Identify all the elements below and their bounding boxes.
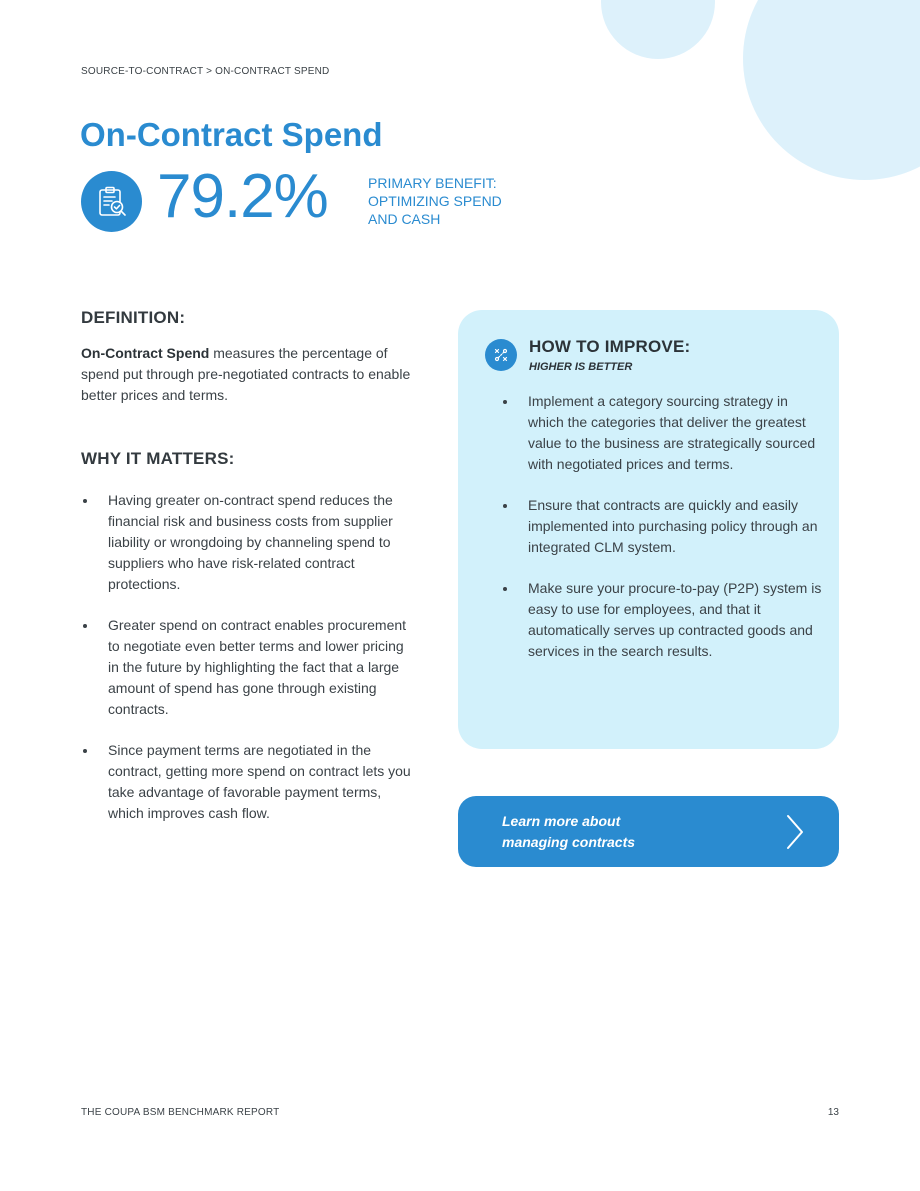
contract-review-icon [81,171,142,232]
improve-icon [485,339,517,371]
decorative-circle-small [601,0,715,59]
page-number: 13 [827,1107,839,1118]
breadcrumb: SOURCE-TO-CONTRACT > ON-CONTRACT SPEND [81,66,330,77]
footer-report-name: THE COUPA BSM BENCHMARK REPORT [81,1107,280,1118]
list-item: Since payment terms are negotiated in the contract, getting more spend on contract lets you take advantage of favorable payment terms, which improves cash flow. [81,740,411,824]
list-item: Having greater on-contract spend reduces the financial risk and business costs from supplier liability or wrongdoing by channeling spend to suppliers who have risk-related contract protections. [81,490,411,595]
why-it-matters-list [81,490,411,844]
how-to-improve-subheading: HIGHER IS BETTER [529,361,633,373]
definition-body: measures the percentage of spend put through pre-negotiated contracts to enable better prices and terms. [81,345,411,403]
page-title: On-Contract Spend [80,116,383,153]
how-to-improve-heading: HOW TO IMPROVE: [529,337,691,356]
list-item: Ensure that contracts are quickly and easily implemented into purchasing policy through an integrated CLM system. [501,495,826,558]
cta-line: managing contracts [502,834,636,850]
list-item: Make sure your procure-to-pay (P2P) system is easy to use for employees, and that it automatically serves up contracted goods and services in the search results. [501,578,826,662]
definition-text [81,343,411,406]
learn-more-label [502,811,752,853]
learn-more-button[interactable] [458,796,839,867]
metric-value: 79.2% [157,162,328,231]
benefit-line: PRIMARY BENEFIT: [368,175,497,191]
primary-benefit [368,174,518,228]
how-to-improve-list [501,391,826,682]
decorative-circle-large [743,0,920,180]
why-it-matters-heading: WHY IT MATTERS: [81,449,235,468]
benefit-line: OPTIMIZING SPEND [368,193,502,209]
list-item: Implement a category sourcing strategy in which the categories that deliver the greatest value to the business are strategically sourced with negotiated prices and terms. [501,391,826,475]
benefit-line: AND CASH [368,211,441,227]
cta-line: Learn more about [502,813,621,829]
chevron-right-icon [785,814,805,850]
list-item: Greater spend on contract enables procurement to negotiate even better terms and lower pricing in the future by highlighting the fact that a large amount of spend has gone through existing contracts. [81,615,411,720]
how-to-improve-card [458,310,839,749]
definition-term: On-Contract Spend [81,345,210,361]
definition-heading: DEFINITION: [81,308,186,327]
